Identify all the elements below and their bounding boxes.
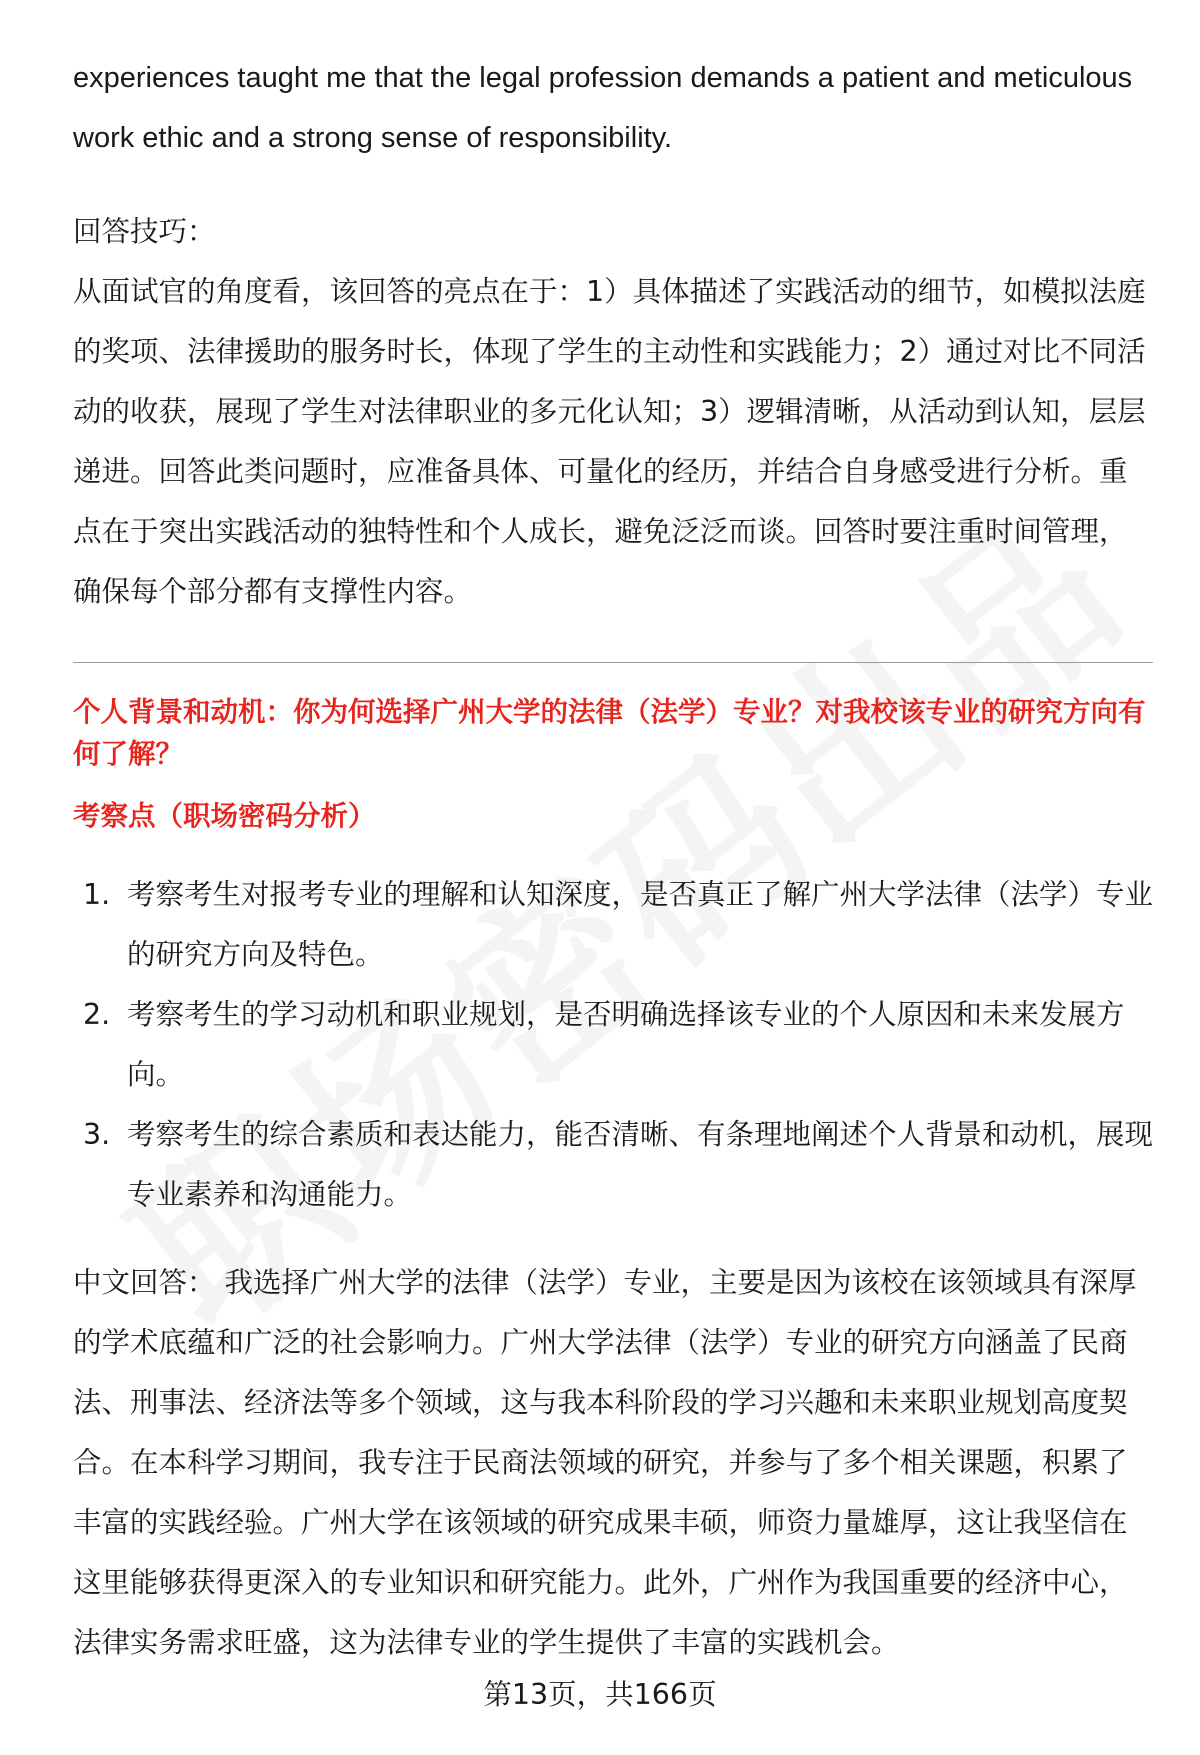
list-item [73,1105,1153,1225]
tips-paragraph: 从面试官的角度看，该回答的亮点在于：1）具体描述了实践活动的细节，如模拟法庭的奖项、法律援助的服务时长，体现了学生的主动性和实践能力；2）通过对比不同活动的收获，展现了学生对法律职业的多元化认知；3）逻辑清晰，从活动到认知，层层递进。回答此类问题时，应准备具体、可量化的经历，并结合自身感受进行分析。重点在于突出实践活动的独特性和个人成长，避免泛泛而谈。回答时要注重时间管理，确保每个部分都有支撑性内容。 [73,275,1146,608]
page-content [73,48,1153,1673]
question-title: 个人背景和动机：你为何选择广州大学的法律（法学）专业？对我校该专业的研究方向有何了解？ [73,696,1146,770]
list-item-number: 2. [83,998,111,1031]
list-item [73,985,1153,1105]
list-item-text: 考察考生的学习动机和职业规划，是否明确选择该专业的个人原因和未来发展方向。 [127,998,1125,1091]
assessment-subheading: 考察点（职场密码分析） [73,800,376,832]
list-item-text: 考察考生的综合素质和表达能力，能否清晰、有条理地阐述个人背景和动机，展现专业素养和沟通能力。 [127,1118,1154,1211]
tips-label: 回答技巧： [73,215,216,248]
list-item [73,865,1153,985]
english-answer-paragraph: experiences taught me that the legal profession demands a patient and meticulous work ethic and a strong sense of responsibility. [73,62,1133,154]
list-item-number: 1. [83,878,111,911]
assessment-points-list [73,865,1153,1225]
chinese-answer-paragraph: 中文回答： 我选择广州大学的法律（法学）专业，主要是因为该校在该领域具有深厚的学术底蕴和广泛的社会影响力。广州大学法律（法学）专业的研究方向涵盖了民商法、刑事法、经济法等多个领域，这与我本科阶段的学习兴趣和未来职业规划高度契合。在本科学习期间，我专注于民商法领域的研究，并参与了多个相关课题，积累了丰富的实践经验。广州大学在该领域的研究成果丰硕，师资力量雄厚，这让我坚信在这里能够获得更深入的专业知识和研究能力。此外，广州作为我国重要的经济中心，法律实务需求旺盛，这为法律专业的学生提供了丰富的实践机会。 [73,1266,1137,1659]
section-divider [73,662,1153,663]
list-item-number: 3. [83,1118,111,1151]
list-item-text: 考察考生对报考专业的理解和认知深度，是否真正了解广州大学法律（法学）专业的研究方向及特色。 [127,878,1154,971]
page-number: 第13页，共166页 [483,1678,717,1711]
